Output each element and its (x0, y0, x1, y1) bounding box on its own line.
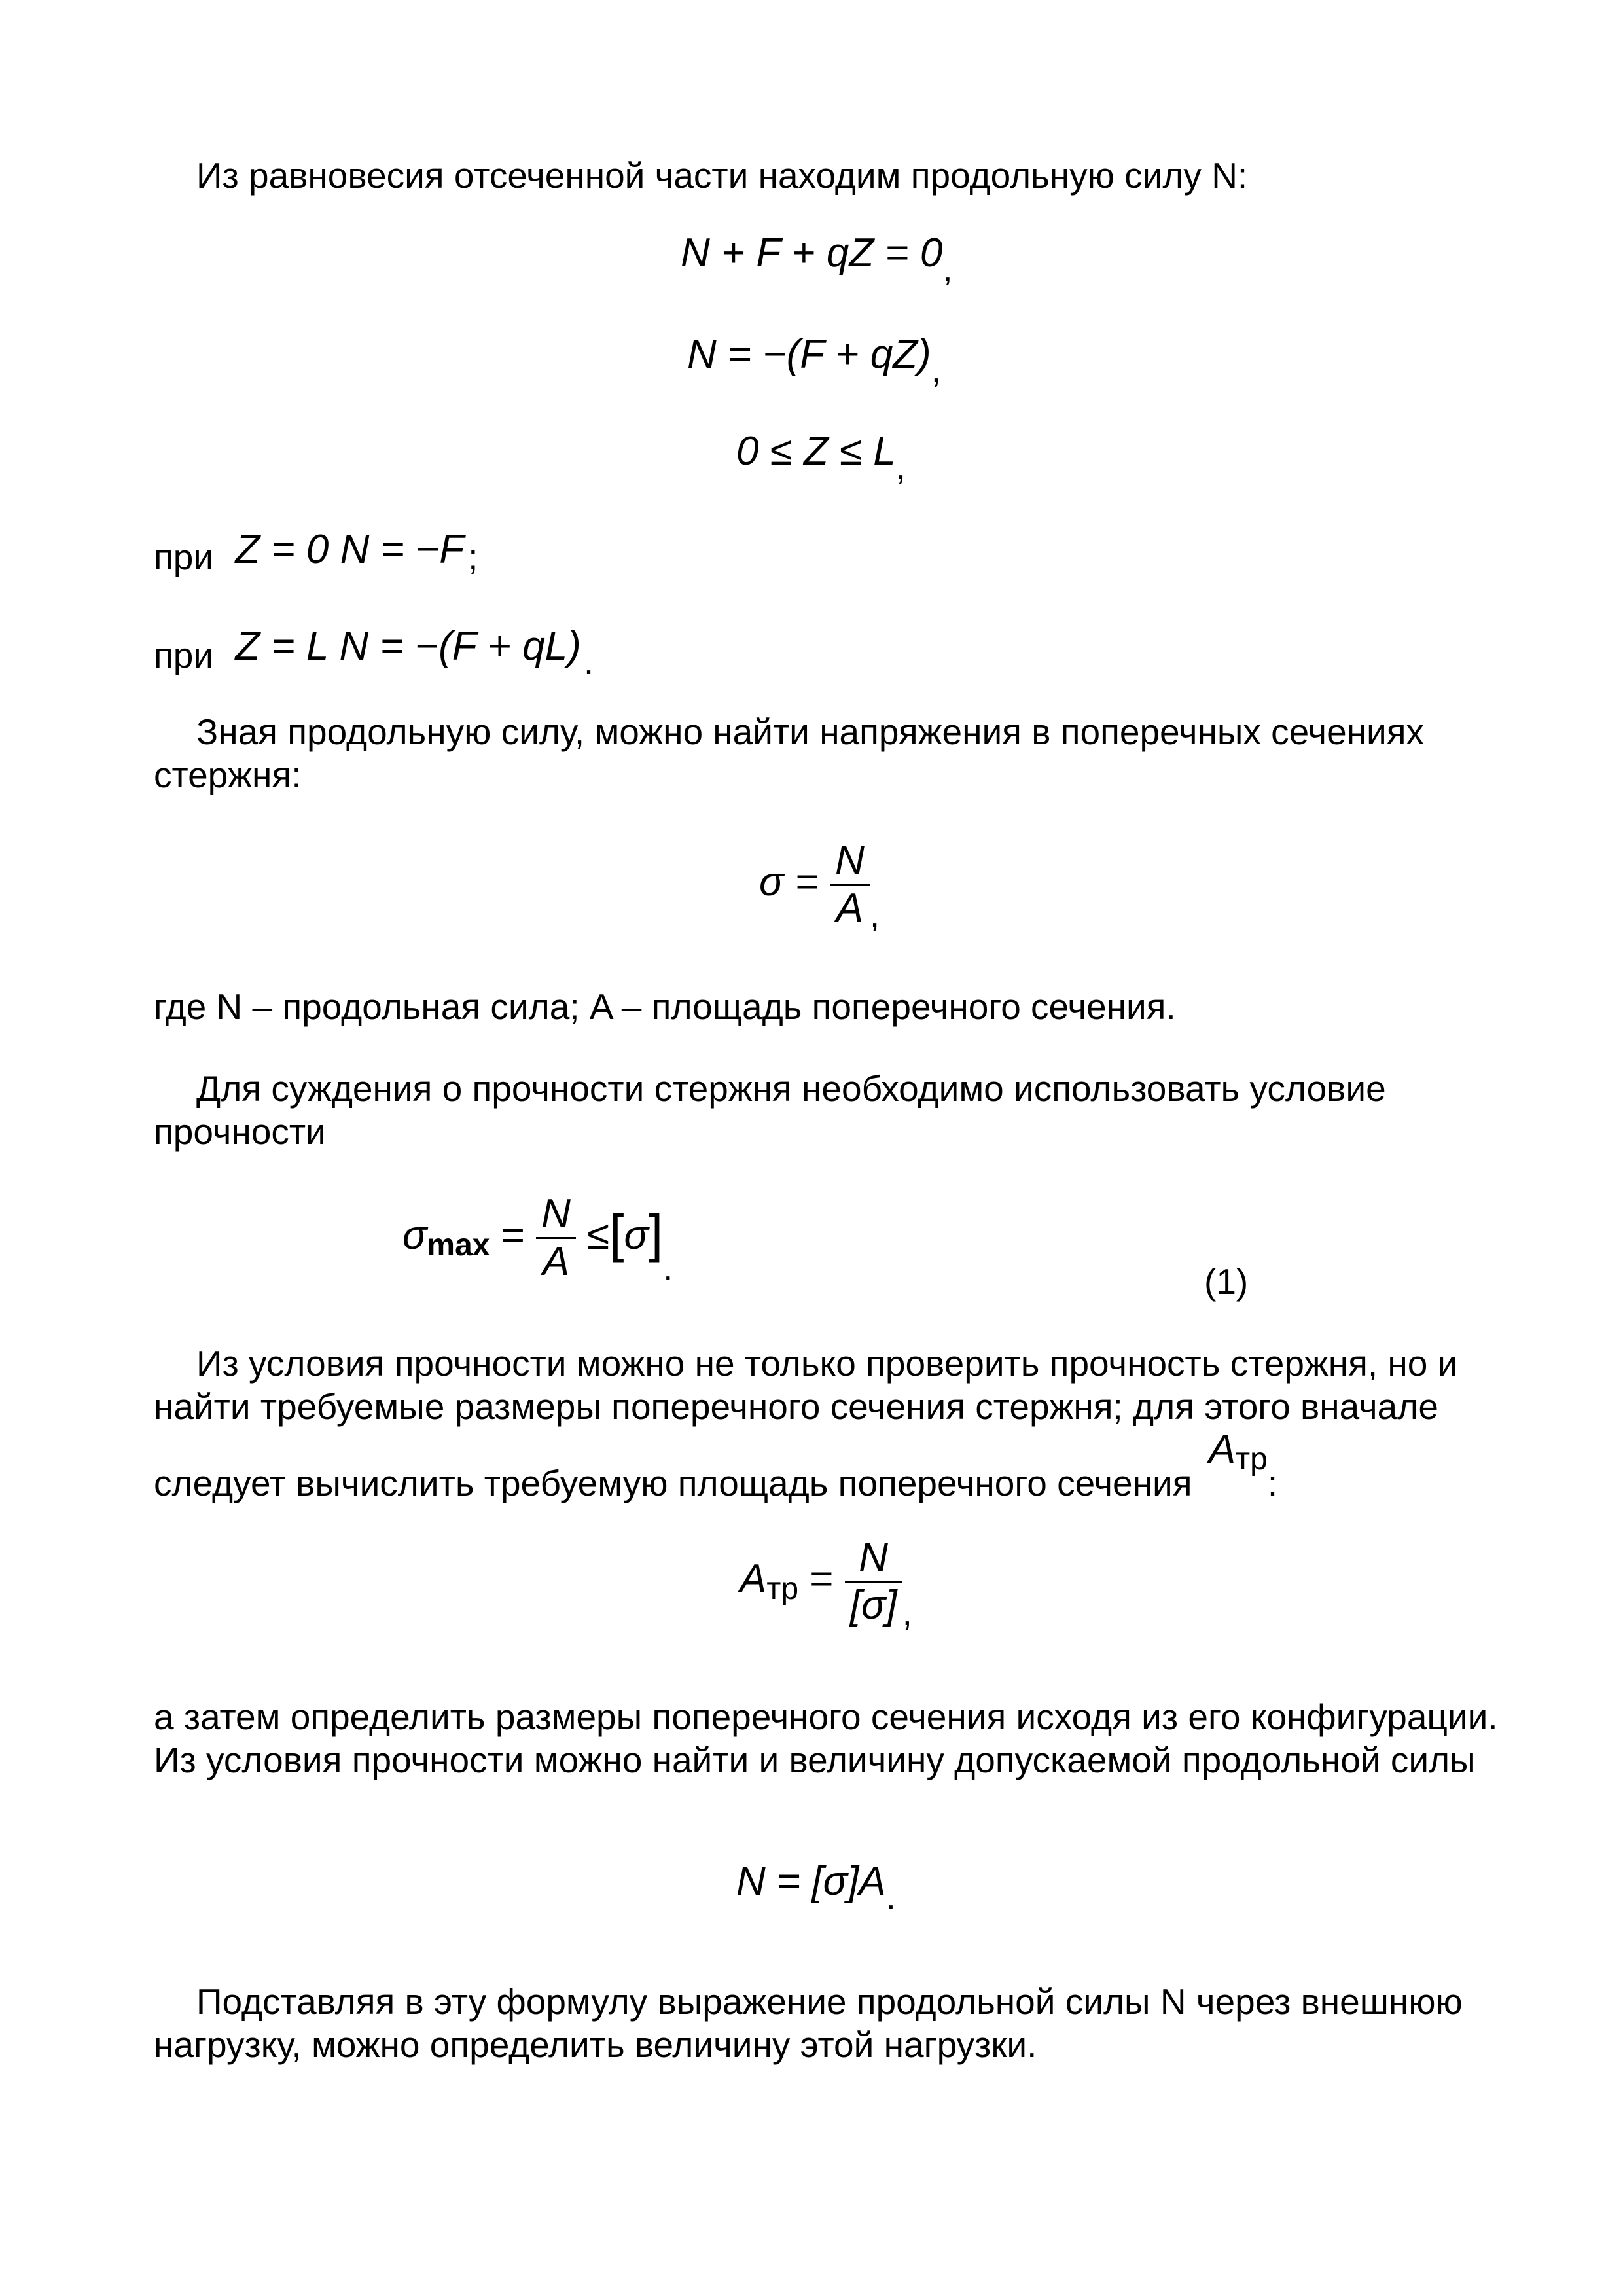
equation-strength-le: ≤ (587, 1212, 610, 1258)
paragraph-required-line2: найти требуемые размеры поперечного сечения стержня; для этого вначале (154, 1386, 1438, 1427)
equation-strength-punct: . (663, 1247, 673, 1288)
equation-allowable-force (736, 1859, 896, 1917)
equation-strength-subscript: max (427, 1227, 490, 1263)
equation-strength-equals: = (501, 1212, 525, 1258)
equation-strength-open-bracket: [ (609, 1204, 624, 1263)
inline-required-area-punct: : (1267, 1463, 1278, 1503)
equation-strength-condition (402, 1191, 673, 1288)
equation-required-area (740, 1535, 912, 1633)
inline-required-area-A: A (1208, 1427, 1236, 1472)
condition-z-zero-prefix: при (154, 537, 214, 577)
equation-required-area-punct: , (902, 1592, 912, 1633)
equation-axial-force-text: N = −(F + qZ) (687, 332, 931, 377)
paragraph-stress-intro: Зная продольную силу, можно найти напряжения в поперечных сечениях стержня: (154, 711, 1425, 795)
equation-strength-allowable-sigma: σ (624, 1212, 649, 1258)
paragraph-equilibrium: Из равновесия отсеченной части находим продольную силу N: (196, 155, 1248, 196)
condition-z-length-prefix: при (154, 635, 214, 675)
equation-equilibrium-punct: , (942, 248, 953, 289)
equation-number: (1) (1204, 1261, 1249, 1302)
equation-allowable-force-punct: . (885, 1876, 896, 1917)
paragraph-dimensions: а затем определить размеры поперечного сечения исходя из его конфигурации. Из условия прочности можно найти и величину допускаемой продольной силы (154, 1696, 1498, 1780)
equation-axial-force-punct: , (931, 350, 941, 390)
condition-z-length-punct: . (583, 641, 594, 682)
equation-strength-fraction (536, 1191, 576, 1285)
equation-required-area-fraction (845, 1535, 902, 1628)
paragraph-required-line3 (154, 1427, 1278, 1509)
equation-required-area-numerator: N (859, 1535, 889, 1580)
equation-equilibrium (681, 230, 953, 289)
paragraph-where: где N – продольная сила; A – площадь поперечного сечения. (154, 986, 1176, 1027)
equation-stress-numerator: N (835, 838, 865, 883)
condition-z-zero-math: Z = 0 N = −F (235, 527, 465, 572)
paragraph-required-line3-text: следует вычислить требуемую площадь поперечного сечения (154, 1463, 1192, 1503)
equation-required-area-sub: тр (766, 1571, 799, 1606)
equation-required-area-A: A (740, 1556, 767, 1602)
equation-strength-close-bracket: ] (648, 1204, 664, 1263)
equation-axial-force (687, 332, 941, 390)
paragraph-strength-intro: Для суждения о прочности стержня необходимо использовать условие прочности (154, 1068, 1386, 1152)
inline-required-area (1208, 1427, 1268, 1477)
equation-stress-lhs: σ = (759, 859, 819, 905)
equation-range-text: 0 ≤ Z ≤ L (736, 429, 896, 474)
equation-allowable-force-text: N = [σ]A (736, 1859, 886, 1904)
equation-range-punct: , (895, 446, 906, 487)
equation-equilibrium-text: N + F + qZ = 0 (681, 230, 943, 276)
paragraph-load: Подставляя в эту формулу выражение продольной силы N через внешнюю нагрузку, можно определить величину этой нагрузки. (154, 1981, 1463, 2065)
inline-required-area-sub: тр (1236, 1442, 1268, 1477)
equation-strength-sigma: σ (402, 1212, 427, 1258)
equation-range (736, 429, 906, 487)
equation-stress-punct: , (869, 893, 880, 935)
equation-required-area-equals: = (810, 1556, 834, 1602)
condition-z-length-math: Z = L N = −(F + qL) (235, 624, 581, 669)
condition-z-zero-punct: ; (468, 537, 478, 577)
equation-stress (759, 838, 880, 935)
condition-z-zero (154, 527, 478, 579)
condition-z-length (154, 624, 594, 682)
equation-required-area-denominator: [σ] (849, 1583, 897, 1628)
paragraph-required-line1: Из условия прочности можно не только проверить прочность стержня, но и (196, 1343, 1458, 1384)
equation-stress-denominator: A (836, 886, 864, 931)
equation-strength-denominator: A (542, 1239, 570, 1284)
equation-strength-numerator: N (541, 1191, 571, 1236)
equation-stress-fraction (830, 838, 870, 931)
